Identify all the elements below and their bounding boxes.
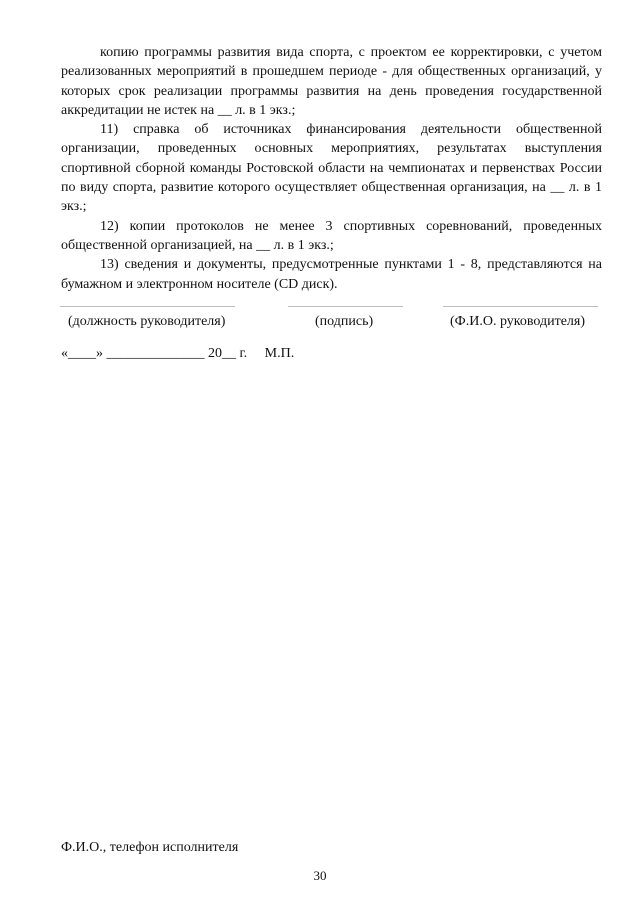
signature-label: (подпись) xyxy=(315,314,374,329)
paragraph-item-13: 13) сведения и документы, предусмотренные пунктами 1 - 8, представляются на бумажном и электронном носителе (CD диск). xyxy=(61,257,602,292)
document-body xyxy=(61,43,602,294)
page-number: 30 xyxy=(313,868,327,883)
paragraph-item-12: 12) копии протоколов не менее 3 спортивных соревнований, проведенных общественной организацией, на __ л. в 1 экз.; xyxy=(61,218,602,253)
executor-contact-label: Ф.И.О., телефон исполнителя xyxy=(61,840,239,855)
paragraph-item-11: 11) справка об источниках финансирования деятельности общественной организации, проведенных основных мероприятиях, результатах выступления спортивной сборной команды Ростовской области на чемпионатах и первенствах России по виду спорта, развитие которого осуществляет общественная организация, на __ л. в 1 экз.; xyxy=(61,122,602,215)
position-signature-line xyxy=(60,306,235,307)
name-signature-line xyxy=(443,306,598,307)
position-label: (должность руководителя) xyxy=(68,314,226,329)
name-label: (Ф.И.О. руководителя) xyxy=(450,314,585,329)
date-and-seal-line xyxy=(61,346,294,362)
signature-block xyxy=(60,306,603,336)
date-seal-text: «____» ______________ 20__ г. М.П. xyxy=(61,346,295,361)
signature-line xyxy=(288,306,403,307)
paragraph-program-copy: копию программы развития вида спорта, с проектом ее корректировки, с учетом реализованных мероприятий в прошедшем периоде - для общественных организаций, у которых срок реализации программы развития на день проведения государственной аккредитации не истек на __ л. в 1 экз.; xyxy=(61,45,602,118)
